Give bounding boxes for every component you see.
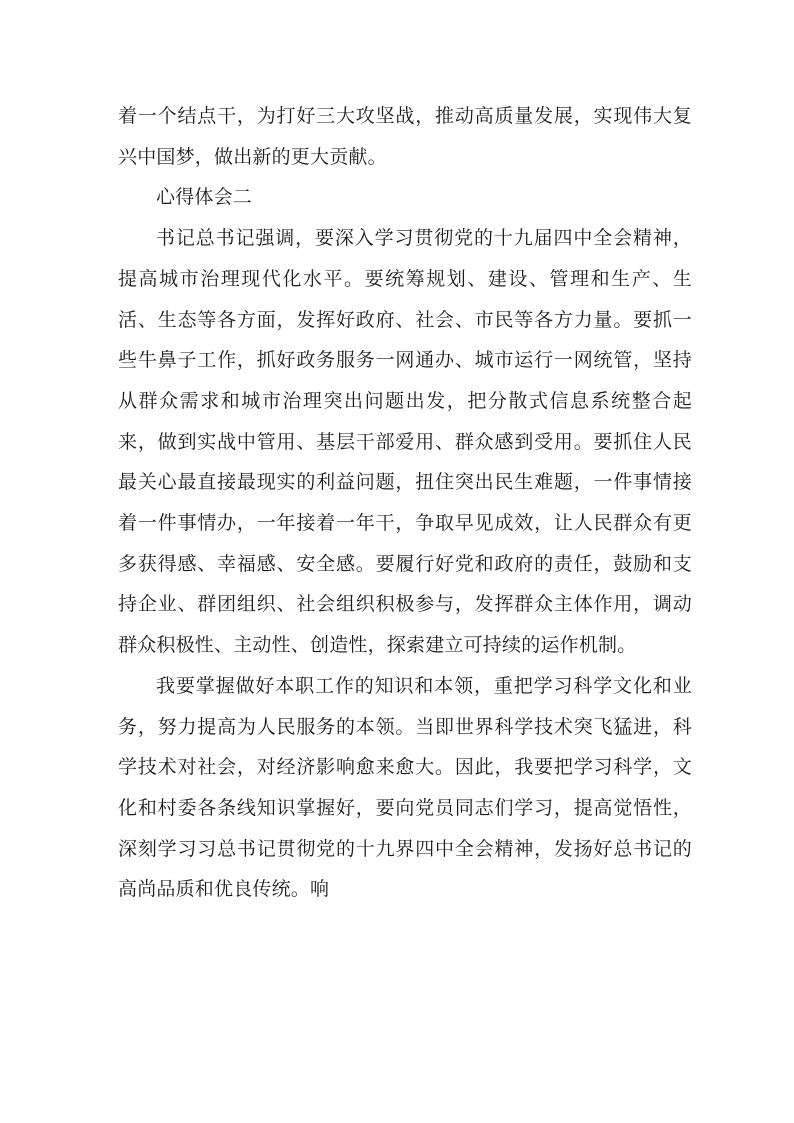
paragraph-continuation: 着一个结点干，为打好三大攻坚战，推动高质量发展，实现伟大复兴中国梦，做出新的更大贡献。 bbox=[118, 105, 692, 168]
section-heading: 心得体会二 bbox=[156, 186, 253, 209]
paragraph-body: 我要掌握做好本职工作的知识和本领，重把学习科学文化和业务，努力提高为人民服务的本领。当即世界科学技术突飞猛进，科学技术对社会，对经济影响愈来愈大。因此，我要把学习科学，文化和村委各条线知识掌握好，要向党员同志们学习，提高觉悟性，深刻学习习总书记贯彻党的十九界四中全会精神，发扬好总书记的高尚品质和优良传统。响 bbox=[118, 674, 692, 901]
paragraph-body: 书记总书记强调，要深入学习贯彻党的十九届四中全会精神，提高城市治理现代化水平。要统筹规划、建设、管理和生产、生活、生态等各方面，发挥好政府、社会、市民等各方力量。要抓一些牛鼻子工作，抓好政务服务一网通办、城市运行一网统管，坚持从群众需求和城市治理突出问题出发，把分散式信息系统整合起来，做到实战中管用、基层干部爱用、群众感到受用。要抓住人民最关心最直接最现实的利益问题，扭住突出民生难题，一件事情接着一件事情办，一年接着一年干，争取早见成效，让人民群众有更多获得感、幸福感、安全感。要履行好党和政府的责任，鼓励和支持企业、群团组织、社会组织积极参与，发挥群众主体作用，调动群众积极性、主动性、创造性，探索建立可持续的运作机制。 bbox=[118, 227, 692, 657]
document-body bbox=[118, 96, 692, 910]
